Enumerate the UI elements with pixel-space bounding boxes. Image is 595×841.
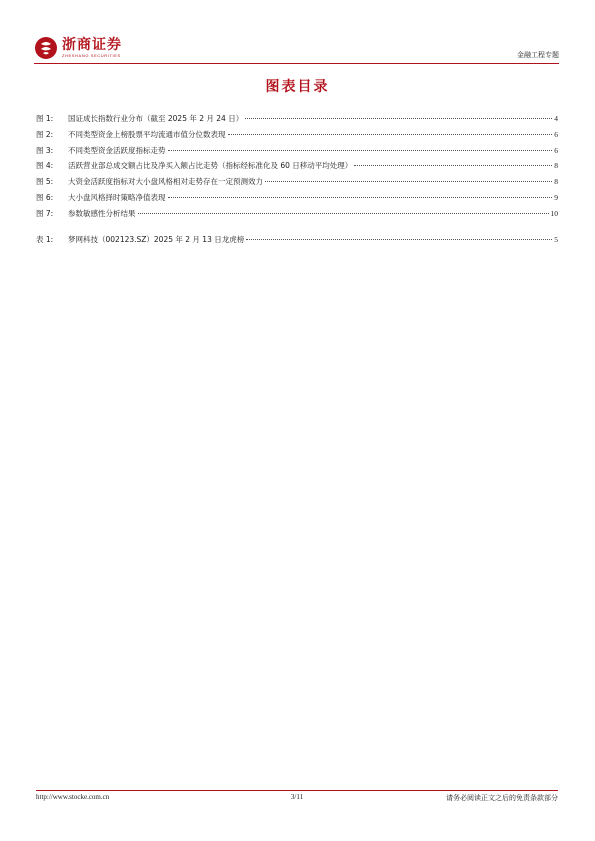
logo-mark-icon: [34, 36, 58, 60]
logo-chinese-text: 浙商证券: [62, 37, 122, 53]
toc-entry[interactable]: [36, 190, 558, 206]
toc-entry-page: 10: [550, 208, 558, 218]
toc-entry-title: 参数敏感性分析结果: [68, 208, 136, 218]
toc-entry-title: 大小盘风格择时策略净值表现: [68, 192, 166, 202]
toc-leader-dots: [354, 165, 552, 166]
toc-entry-title: 不同类型资金活跃度指标走势: [68, 145, 166, 155]
page-number: 3/11: [290, 793, 304, 801]
toc-leader-dots: [245, 118, 552, 119]
toc-entry-label: 图 4:: [36, 161, 54, 171]
toc-entry-label: 图 3:: [36, 145, 54, 155]
toc-entry[interactable]: [36, 206, 558, 222]
toc-entry[interactable]: [36, 158, 558, 174]
table-of-contents: [36, 111, 558, 247]
page-footer: [36, 790, 558, 806]
disclaimer-note: 请务必阅读正文之后的免责条款部分: [446, 794, 558, 802]
toc-entry-title: 大资金活跃度指标对大小盘风格相对走势存在一定预测效力: [68, 177, 263, 187]
logo-english-text: ZHESHANG SECURITIES: [62, 53, 121, 58]
toc-leader-dots: [168, 150, 553, 151]
toc-entry-page: 9: [554, 192, 558, 202]
toc-entry[interactable]: [36, 127, 558, 143]
toc-entry[interactable]: [36, 111, 558, 127]
toc-entry[interactable]: [36, 232, 558, 248]
toc-entry-label: 图 7:: [36, 208, 54, 218]
toc-leader-dots: [228, 134, 553, 135]
toc-entry-title: 不同类型资金上榜股票平均流通市值分位数表现: [68, 129, 226, 139]
toc-entry-page: 5: [554, 234, 558, 244]
toc-entry-label: 表 1:: [36, 234, 54, 244]
toc-leader-dots: [138, 213, 549, 214]
toc-entry-title: 活跃营业部总成交额占比及净买入额占比走势（指标经标准化及 60 日移动平均处理）: [68, 161, 353, 171]
toc-entry-title: 梦网科技（002123.SZ）2025 年 2 月 13 日龙虎榜: [68, 234, 245, 244]
toc-entry-page: 6: [554, 129, 558, 139]
footer-website-link[interactable]: http://www.stocke.com.cn: [36, 793, 110, 801]
toc-entry[interactable]: [36, 174, 558, 190]
toc-entry[interactable]: [36, 143, 558, 159]
footer-divider: [36, 790, 558, 791]
toc-leader-dots: [246, 239, 552, 240]
toc-entry-label: 图 2:: [36, 129, 54, 139]
toc-leader-dots: [168, 197, 553, 198]
toc-entry-page: 6: [554, 145, 558, 155]
toc-entry-page: 4: [554, 114, 558, 123]
toc-entry-page: 8: [554, 177, 558, 187]
header-divider: [34, 63, 559, 64]
toc-entry-label: 图 1:: [36, 114, 54, 123]
toc-entry-label: 图 6:: [36, 192, 54, 202]
page-title: 图表目录: [265, 79, 330, 95]
page-header: [34, 36, 559, 66]
brand-logo: [34, 36, 122, 60]
report-category: 金融工程专题: [517, 51, 559, 59]
toc-entry-page: 8: [554, 161, 558, 171]
toc-entry-label: 图 5:: [36, 177, 54, 187]
toc-leader-dots: [265, 181, 552, 182]
toc-entry-title: 国证成长指数行业分布（截至 2025 年 2 月 24 日）: [68, 114, 244, 123]
